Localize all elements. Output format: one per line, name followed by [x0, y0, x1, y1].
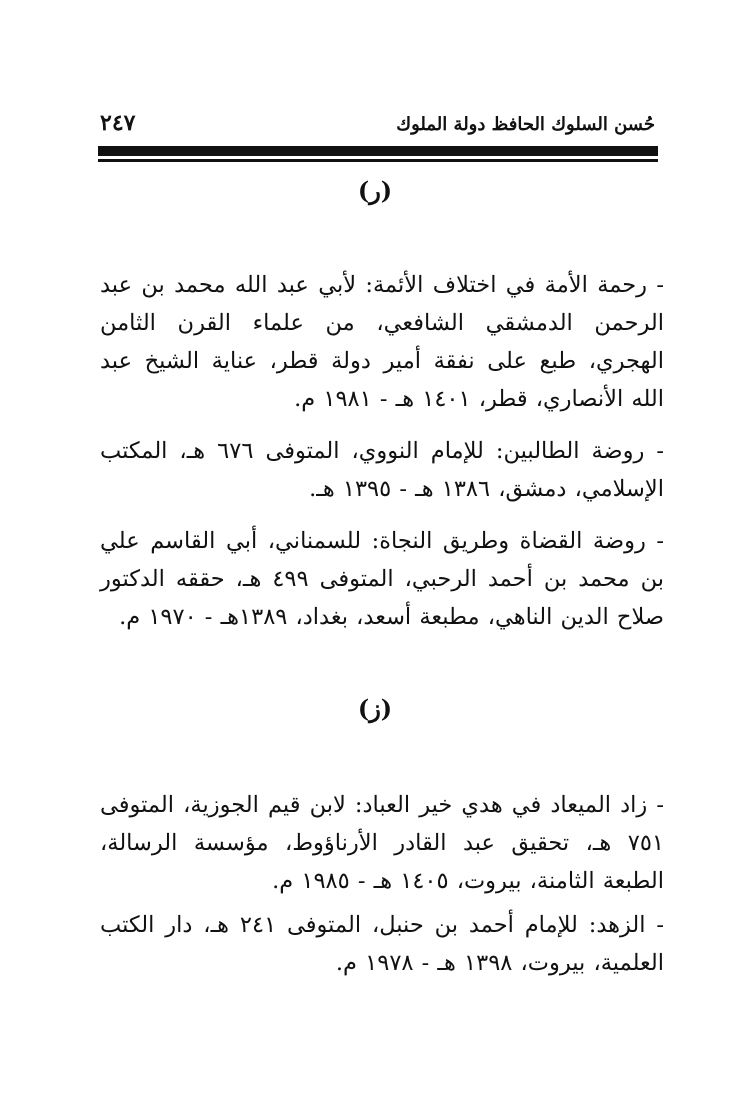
- page-number: ٢٤٧: [100, 110, 136, 136]
- bibliography-entry: - زاد الميعاد في هدي خير العباد: لابن قيم الجوزية، المتوفى ٧٥١ هـ، تحقيق عبد القادر الأرناؤوط، مؤسسة الرسالة، الطبعة الثامنة، بيروت، ١٤٠٥ هـ - ١٩٨٥ م.: [100, 792, 664, 894]
- bibliography-entry: - الزهد: للإمام أحمد بن حنبل، المتوفى ٢٤١ هـ، دار الكتب العلمية، بيروت، ١٣٩٨ هـ - ١٩٧٨ م.: [100, 912, 664, 976]
- running-title: حُسن السلوك الحافظ دولة الملوك: [396, 114, 655, 135]
- bibliography-entry: - رحمة الأمة في اختلاف الأئمة: لأبي عبد الله محمد بن عبد الرحمن الدمشقي الشافعي، من علماء القرن الثامن الهجري، طبع على نفقة أمير دولة قطر، عناية الشيخ عبد الله الأنصاري، قطر، ١٤٠١ هـ - ١٩٨١ م.: [100, 272, 664, 412]
- page-header: [100, 108, 655, 148]
- bibliography-entry: - روضة الطالبين: للإمام النووي، المتوفى ٦٧٦ هـ، المكتب الإسلامي، دمشق، ١٣٨٦ هـ - ١٣٩٥ هـ.: [100, 438, 664, 502]
- section-heading-zay: (ز): [357, 694, 393, 723]
- bibliography-entry: - روضة القضاة وطريق النجاة: للسمناني، أبي القاسم علي بن محمد بن أحمد الرحبي، المتوفى ٤٩٩ هـ، حققه الدكتور صلاح الدين الناهي، مطبعة أسعد، بغداد، ١٣٨٩هـ - ١٩٧٠ م.: [100, 528, 664, 630]
- header-rule-thick: [98, 146, 658, 156]
- section-heading-ra: (ر): [357, 176, 393, 205]
- header-rule-thin: [98, 159, 658, 162]
